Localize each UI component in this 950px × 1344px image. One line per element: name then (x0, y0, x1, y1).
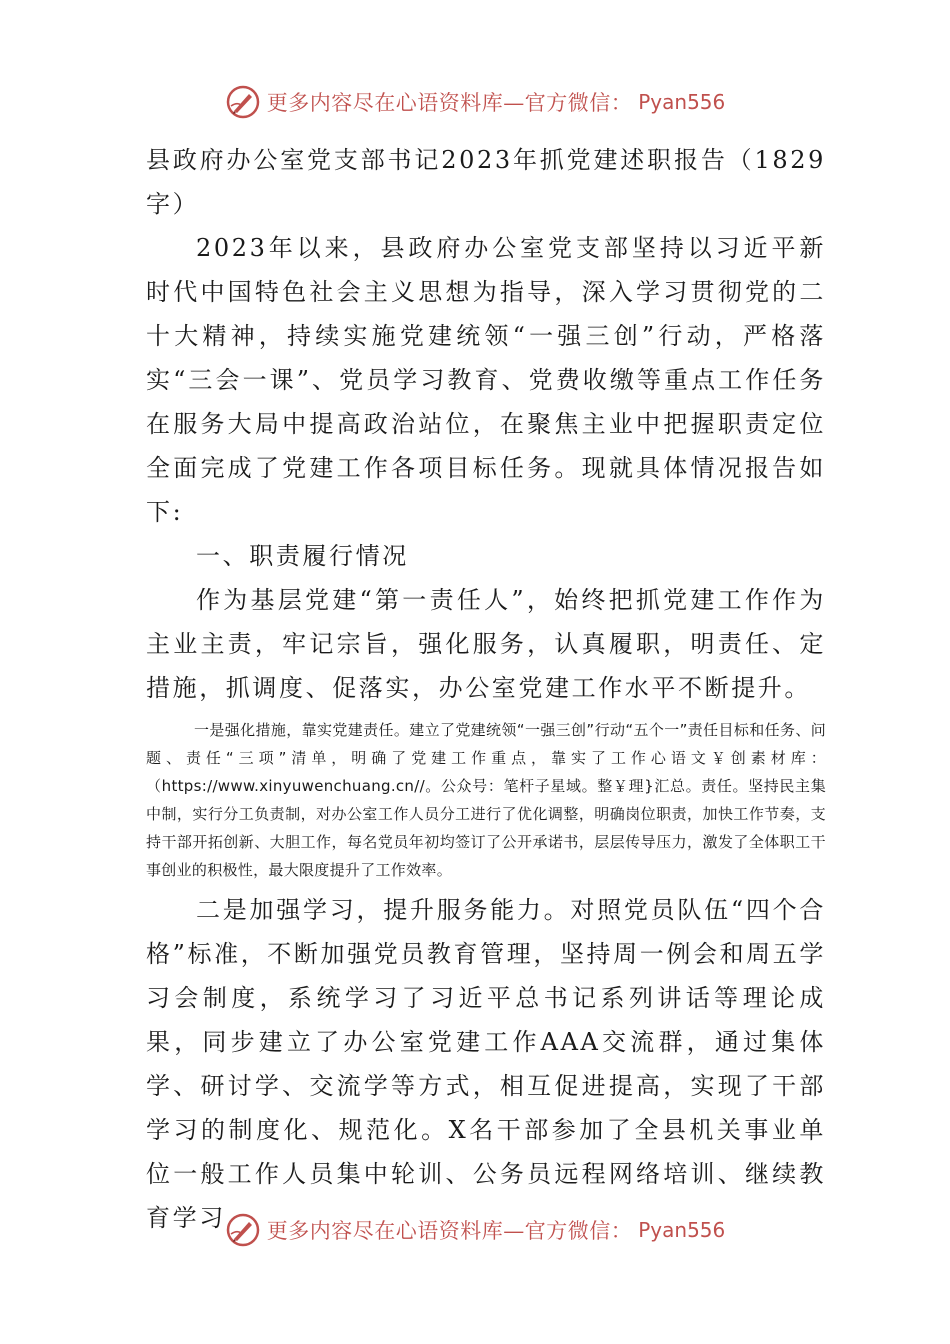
section1-paragraph: 作为基层党建“第一责任人”，始终把抓党建工作作为主业主责，牢记宗旨，强化服务，认真履职，明责任、定措施，抓调度、促落实，办公室党建工作水平不断提升。 (146, 586, 826, 702)
footer-watermark-banner (0, 1208, 950, 1252)
section1-heading: 一、职责履行情况 (196, 542, 409, 570)
document-title: 县政府办公室党支部书记2023年抓党建述职报告（1829字） (146, 146, 826, 218)
point2-paragraph: 二是加强学习，提升服务能力。对照党员队伍“四个合格”标准，不断加强党员教育管理，坚持周一例会和周五学习会制度，系统学习了习近平总书记系列讲话等理论成果，同步建立了办公室党建工作AAA交流群，通过集体学、研讨学、交流学等方式，相互促进提高，实现了干部学习的制度化、规范化。X名干部参加了全县机关事业单位一般工作人员集中轮训、公务员远程网络培训、继续教育学习 (146, 896, 826, 1232)
pen-logo-icon (225, 1212, 261, 1248)
header-watermark-banner (0, 80, 950, 124)
banner-text: 更多内容尽在心语资料库—官方微信： (266, 1219, 633, 1243)
point1-paragraph: 一是强化措施，靠实党建责任。建立了党建统领“一强三创”行动“五个一”责任目标和任务、问题、责任“三项”清单，明确了党建工作重点，靠实了工作心语文￥创素材库：（https://www.xinyuwenchuang.cn//。公众号：笔杆子星域。整￥理}汇总。责任。坚持民主集中制，实行分工负责制，对办公室工作人员分工进行了优化调整，明确岗位职责，加快工作节奏，支持干部开拓创新、大胆工作，每名党员年初均签订了公开承诺书，层层传导压力，激发了全体职工干事创业的积极性，最大限度提升了工作效率。 (146, 721, 826, 879)
document-body (146, 138, 826, 1240)
banner-text: 更多内容尽在心语资料库—官方微信： (266, 91, 633, 115)
banner-wechat-id: Pyan556 (638, 1218, 726, 1242)
intro-paragraph: 2023年以来，县政府办公室党支部坚持以习近平新时代中国特色社会主义思想为指导，深入学习贯彻党的二十大精神，持续实施党建统领“一强三创”行动，严格落实“三会一课”、党员学习教育、党费收缴等重点工作任务在服务大局中提高政治站位，在聚焦主业中把握职责定位全面完成了党建工作各项目标任务。现就具体情况报告如下: (146, 234, 826, 526)
pen-logo-icon (225, 84, 261, 120)
banner-wechat-id: Pyan556 (638, 90, 726, 114)
